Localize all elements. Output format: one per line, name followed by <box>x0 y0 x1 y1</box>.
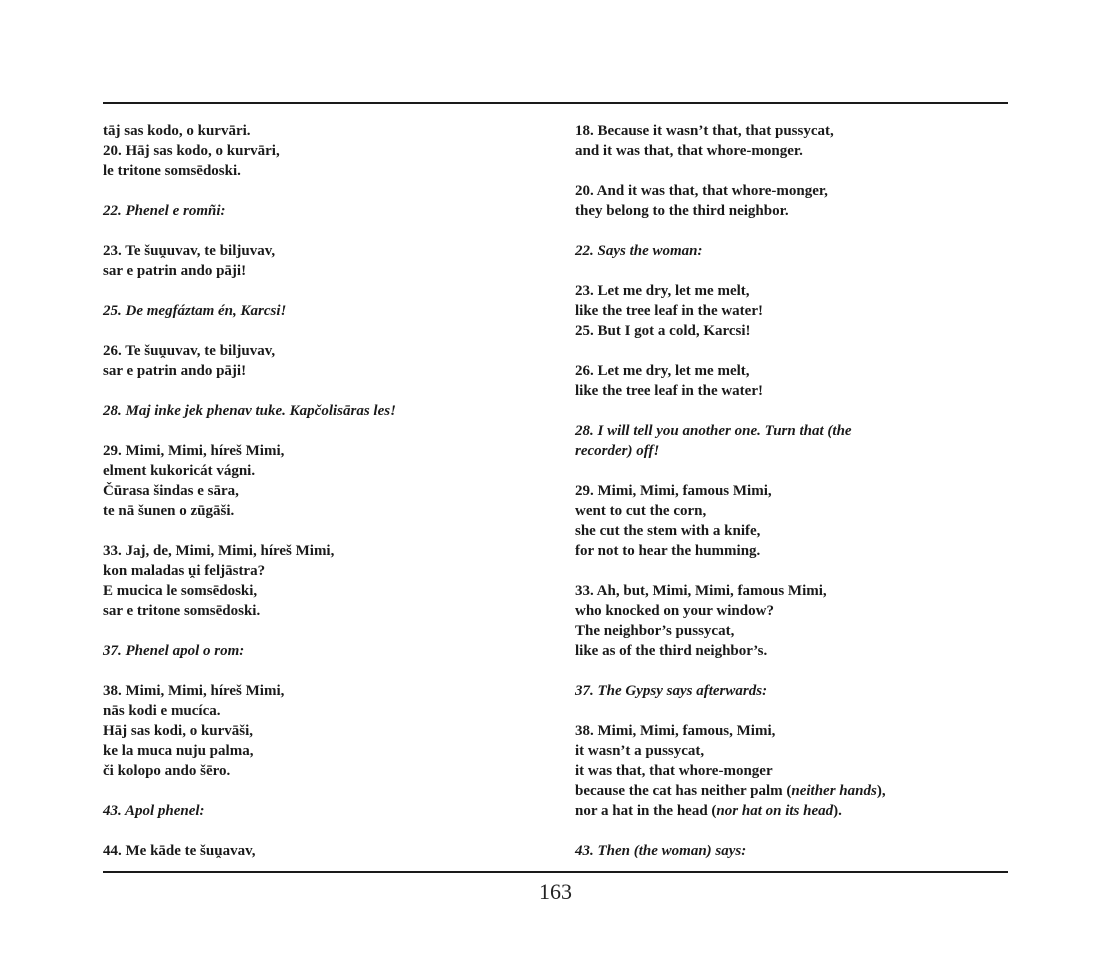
stanza-break <box>103 781 543 801</box>
translation-line: 33. Ah, but, Mimi, Mimi, famous Mimi, <box>575 583 827 599</box>
original-line: 20. Hāj sas kodo, o kurvāri, <box>103 143 280 159</box>
original-line: Hāj sas kodi, o kurvāši, <box>103 723 254 739</box>
text-segment: because the cat has neither palm ( <box>575 783 792 799</box>
translation-speaker-line: 22. Says the woman: <box>575 243 703 259</box>
translation-speaker-line: recorder) off! <box>575 443 660 459</box>
translation-line <box>575 781 1008 801</box>
bottom-rule <box>103 871 1008 873</box>
original-text-column <box>103 121 543 861</box>
translation-line: 29. Mimi, Mimi, famous Mimi, <box>575 483 772 499</box>
original-line: sar e tritone somsēdoski. <box>103 603 261 619</box>
stanza-break <box>103 321 543 341</box>
text-segment: ), <box>876 783 886 799</box>
translation-line: and it was that, that whore-monger. <box>575 143 803 159</box>
original-line: 38. Mimi, Mimi, híreš Mimi, <box>103 683 285 699</box>
stanza-break <box>575 221 1008 241</box>
translation-line: it was that, that whore-monger <box>575 763 773 779</box>
translation-line: like the tree leaf in the water! <box>575 383 763 399</box>
stanza-break <box>575 821 1008 841</box>
translation-line <box>575 801 1008 821</box>
translation-speaker-line: 37. The Gypsy says afterwards: <box>575 683 768 699</box>
translation-line: 38. Mimi, Mimi, famous, Mimi, <box>575 723 776 739</box>
stanza-break <box>103 621 543 641</box>
original-line: 23. Te šuṷuvav, te biljuvav, <box>103 243 276 259</box>
translation-line: like the tree leaf in the water! <box>575 303 763 319</box>
original-line: 26. Te šuṷuvav, te biljuvav, <box>103 343 276 359</box>
translation-line: it wasn’t a pussycat, <box>575 743 705 759</box>
translation-line: 23. Let me dry, let me melt, <box>575 283 750 299</box>
translation-speaker-line: 43. Then (the woman) says: <box>575 843 747 859</box>
translation-line: who knocked on your window? <box>575 603 774 619</box>
original-line: sar e patrin ando pāji! <box>103 363 247 379</box>
stanza-break <box>575 661 1008 681</box>
original-line: elment kukoricát vágni. <box>103 463 256 479</box>
original-speaker-line: 28. Maj inke jek phenav tuke. Kapčolisāras les! <box>103 403 396 419</box>
translation-line: 26. Let me dry, let me melt, <box>575 363 750 379</box>
original-line: nās kodi e mucíca. <box>103 703 221 719</box>
stanza-break <box>103 421 543 441</box>
translation-line: for not to hear the humming. <box>575 543 761 559</box>
translation-column <box>575 121 1008 861</box>
stanza-break <box>575 701 1008 721</box>
stanza-break <box>575 561 1008 581</box>
original-speaker-line: 43. Apol phenel: <box>103 803 205 819</box>
translation-line: she cut the stem with a knife, <box>575 523 761 539</box>
translation-line: went to cut the corn, <box>575 503 707 519</box>
stanza-break <box>103 821 543 841</box>
original-line: či kolopo ando šēro. <box>103 763 231 779</box>
stanza-break <box>575 341 1008 361</box>
translation-line: 20. And it was that, that whore-monger, <box>575 183 828 199</box>
text-segment: ). <box>833 803 842 819</box>
stanza-break <box>103 521 543 541</box>
original-line: E mucica le somsēdoski, <box>103 583 258 599</box>
stanza-break <box>103 381 543 401</box>
emphasis-text: nor hat on its head <box>716 803 834 819</box>
stanza-break <box>103 181 543 201</box>
original-line: 33. Jaj, de, Mimi, Mimi, híreš Mimi, <box>103 543 335 559</box>
original-line: le tritone somsēdoski. <box>103 163 241 179</box>
original-line: Čūrasa šindas e sāra, <box>103 483 239 499</box>
translation-line: like as of the third neighbor’s. <box>575 643 768 659</box>
stanza-break <box>575 461 1008 481</box>
original-line: kon maladas ṷi feljāstra? <box>103 563 266 579</box>
translation-line: 25. But I got a cold, Karcsi! <box>575 323 751 339</box>
original-speaker-line: 25. De megfáztam én, Karcsi! <box>103 303 287 319</box>
original-speaker-line: 37. Phenel apol o rom: <box>103 643 245 659</box>
stanza-break <box>103 661 543 681</box>
top-rule <box>103 102 1008 104</box>
translation-speaker-line: 28. I will tell you another one. Turn that (the <box>575 423 852 439</box>
translation-line: The neighbor’s pussycat, <box>575 623 735 639</box>
emphasis-text: neither hands <box>791 783 877 799</box>
text-segment: nor a hat in the head ( <box>575 803 717 819</box>
original-line: 29. Mimi, Mimi, híreš Mimi, <box>103 443 285 459</box>
original-line: tāj sas kodo, o kurvāri. <box>103 123 251 139</box>
original-line: sar e patrin ando pāji! <box>103 263 247 279</box>
translation-line: they belong to the third neighbor. <box>575 203 789 219</box>
stanza-break <box>575 161 1008 181</box>
original-line: ke la muca nuju palma, <box>103 743 254 759</box>
page-number: 163 <box>539 879 572 904</box>
original-line: te nā šunen o zūgāši. <box>103 503 235 519</box>
original-line: 44. Me kāde te šuṷavav, <box>103 843 256 859</box>
stanza-break <box>575 401 1008 421</box>
original-speaker-line: 22. Phenel e romñi: <box>103 203 226 219</box>
stanza-break <box>103 281 543 301</box>
stanza-break <box>575 261 1008 281</box>
stanza-break <box>103 221 543 241</box>
translation-line: 18. Because it wasn’t that, that pussycat, <box>575 123 834 139</box>
